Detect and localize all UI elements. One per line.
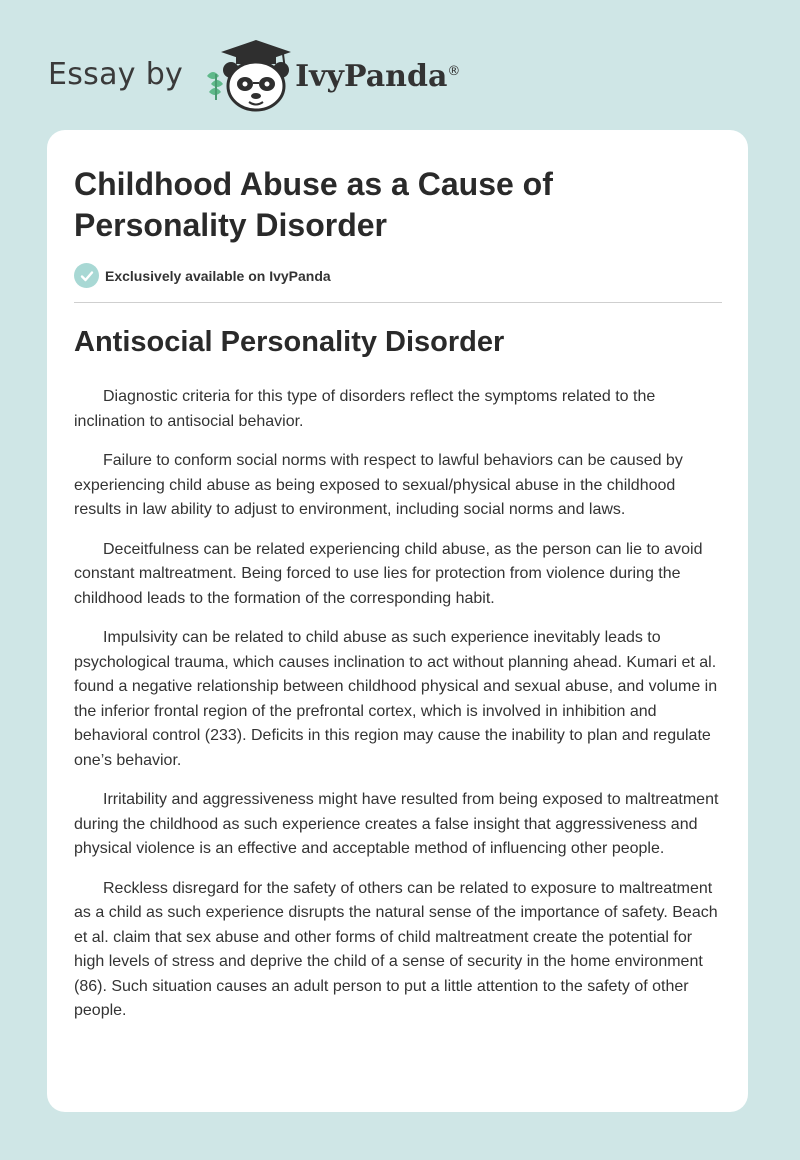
- exclusive-badge: [74, 263, 331, 288]
- brand-name[interactable]: [295, 59, 460, 94]
- panda-logo-icon[interactable]: [201, 36, 291, 112]
- check-icon: [74, 263, 99, 288]
- essay-by-label: Essay by: [48, 56, 184, 92]
- paragraph: Irritability and aggressiveness might have resulted from being exposed to maltreatment during the childhood as such experience creates a false insight that aggressiveness and physical violence is an effective and acceptable method of influencing other people.: [74, 791, 719, 857]
- site-header: [48, 36, 460, 112]
- page-title: Childhood Abuse as a Cause of Personality Disorder: [74, 166, 553, 243]
- article-card: [47, 130, 748, 1112]
- paragraph: Failure to conform social norms with respect to lawful behaviors can be caused by experiencing child abuse as being exposed to sexual/physical abuse in the childhood results in law ability to adjust to environment, including social norms and laws.: [74, 452, 683, 518]
- paragraph: Deceitfulness can be related experiencing child abuse, as the person can lie to avoid constant maltreatment. Being forced to use lies for protection from violence during the childhood leads to the formation of the corresponding habit.: [74, 540, 703, 607]
- section-heading: Antisocial Personality Disorder: [74, 326, 505, 358]
- paragraph: Diagnostic criteria for this type of disorders reflect the symptoms related to the inclination to antisocial behavior.: [74, 388, 656, 430]
- paragraph: Reckless disregard for the safety of others can be related to exposure to maltreatment as a child as such experience disrupts the natural sense of the importance of safety. Beach et al. claim that sex abuse and other forms of child maltreatment create the potential for high levels of stress and deprive the child of a sense of security in the home environment (86). Such situation causes an adult person to put a little attention to the safety of other people.: [74, 879, 718, 1019]
- paragraph: Impulsivity can be related to child abuse as such experience inevitably leads to psychological trauma, which causes inclination to act without planning ahead. Kumari et al. found a negative relationship between childhood physical and sexual abuse, and volume in the inferior frontal region of the prefrontal cortex, which is involved in inhibition and behavioral control (233). Deficits in this region may cause the inability to plan and regulate one’s behavior.: [74, 629, 718, 769]
- badge-label: Exclusively available on IvyPanda: [105, 267, 331, 284]
- divider: [74, 302, 722, 303]
- brand-text: IvyPanda: [295, 58, 448, 94]
- registered-mark: ®: [447, 63, 461, 79]
- ivy-leaf-icon: [207, 72, 223, 100]
- article-body: [74, 385, 726, 1039]
